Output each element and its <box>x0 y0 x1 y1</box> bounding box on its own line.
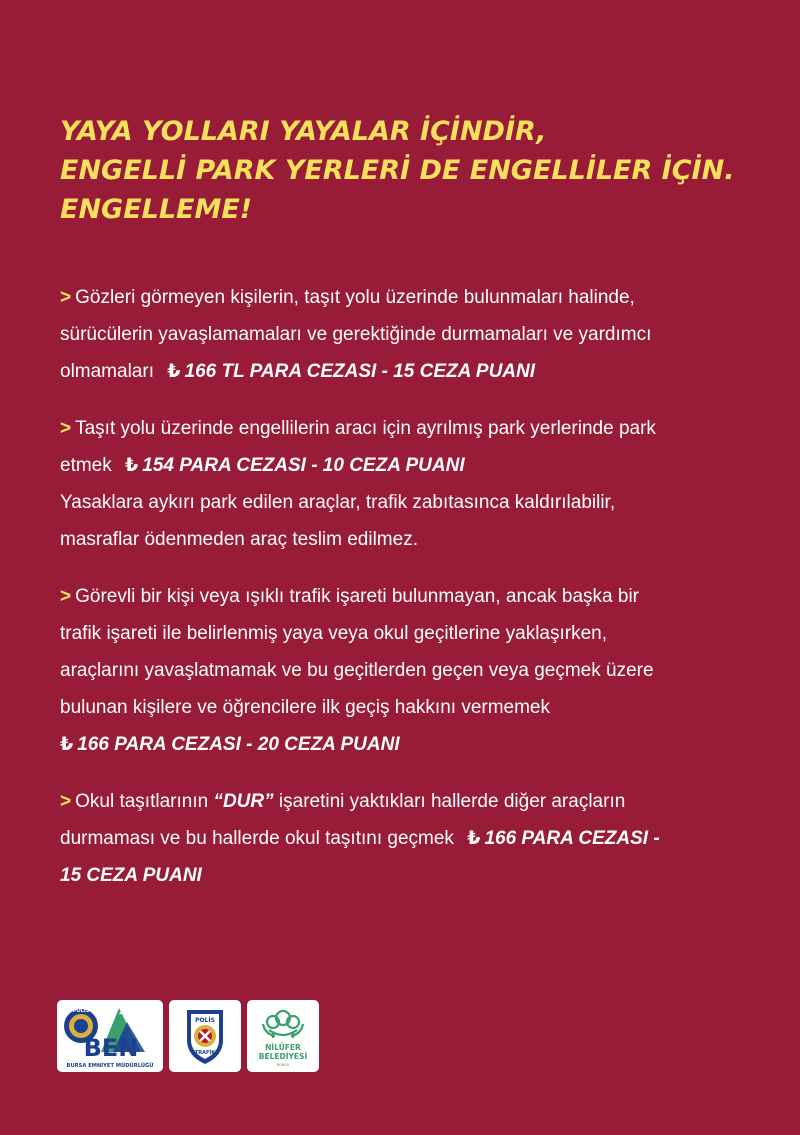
p1-line-1: Gözleri görmeyen kişilerin, taşıt yolu üzerinde bulunmaları halinde, <box>75 287 635 308</box>
p1-line-2: sürücülerin yavaşlamamaları ve gerektiğinde durmamaları ve yardımcı <box>60 324 652 345</box>
headline-line-1: YAYA YOLLARI YAYALAR İÇİNDİR, <box>60 116 547 147</box>
logo-row <box>57 1000 319 1072</box>
p4-line-2: durmaması ve bu hallerde okul taşıtını geçmek <box>60 828 454 849</box>
lira-icon: ₺ <box>125 455 139 476</box>
lira-icon: ₺ <box>60 734 74 755</box>
p4-dur-quote: “DUR” <box>213 791 274 812</box>
ben-logo-icon <box>57 1000 163 1072</box>
nilufer-line-2: BELEDİYESİ <box>258 1052 308 1061</box>
nilufer-line-3: BURSA <box>276 1063 290 1067</box>
lira-icon: ₺ <box>167 361 181 382</box>
p2-fine: 154 PARA CEZASI - 10 CEZA PUANI <box>142 455 465 476</box>
police-badge-icon <box>169 1000 241 1072</box>
p3-fine: 166 PARA CEZASI - 20 CEZA PUANI <box>77 734 400 755</box>
polis-trafik-logo <box>169 1000 241 1072</box>
arrow-icon: > <box>60 791 72 812</box>
p1-line-3: olmamaları <box>60 361 154 382</box>
p4-line-1-pre: Okul taşıtlarının <box>75 791 209 812</box>
p2-line-4: masraflar ödenmeden araç teslim edilmez. <box>60 529 418 550</box>
paragraph-disabled-parking <box>60 410 750 558</box>
ben-badge-text: POLİS <box>72 1008 90 1014</box>
lotus-icon <box>247 1000 319 1072</box>
p4-fine-part-1: 166 PARA CEZASI - <box>484 828 660 849</box>
ben-caption: BURSA EMNİYET MÜDÜRLÜĞÜ <box>66 1063 154 1069</box>
arrow-icon: > <box>60 287 72 308</box>
nilufer-line-1: NİLÜFER <box>265 1043 301 1052</box>
ben-big-text: BEN <box>83 1034 139 1062</box>
paragraph-crossing <box>60 578 750 763</box>
content <box>60 279 750 914</box>
p3-line-2: trafik işareti ile belirlenmiş yaya veya okul geçitlerine yaklaşırken, <box>60 623 608 644</box>
p3-line-3: araçlarını yavaşlatmamak ve bu geçitlerden geçen veya geçmek üzere <box>60 660 654 681</box>
bursa-emniyet-logo <box>57 1000 163 1072</box>
p2-line-2: etmek <box>60 455 112 476</box>
paragraph-school-bus <box>60 783 750 894</box>
p1-fine: 166 TL PARA CEZASI - 15 CEZA PUANI <box>184 361 536 382</box>
headline-line-2: ENGELLİ PARK YERLERİ DE ENGELLİLER İÇİN. <box>60 155 735 186</box>
p4-line-1-post: işaretini yaktıkları hallerde diğer araçların <box>278 791 626 812</box>
p4-fine-part-2: 15 CEZA PUANI <box>60 865 202 886</box>
headline <box>60 112 760 229</box>
headline-line-3: ENGELLEME! <box>60 194 253 225</box>
lira-icon: ₺ <box>467 828 481 849</box>
p2-line-1: Taşıt yolu üzerinde engellilerin aracı için ayrılmış park yerlerinde park <box>75 418 656 439</box>
arrow-icon: > <box>60 586 72 607</box>
p3-line-4: bulunan kişilere ve öğrencilere ilk geçiş hakkını vermemek <box>60 697 551 718</box>
p2-line-3: Yasaklara aykırı park edilen araçlar, trafik zabıtasınca kaldırılabilir, <box>60 492 616 513</box>
polis-top-text: POLİS <box>195 1017 215 1024</box>
paragraph-pedestrian-blind <box>60 279 750 390</box>
polis-bottom-text: TRAFİK <box>194 1050 216 1056</box>
arrow-icon: > <box>60 418 72 439</box>
p3-line-1: Görevli bir kişi veya ışıklı trafik işareti bulunmayan, ancak başka bir <box>75 586 639 607</box>
nilufer-belediyesi-logo <box>247 1000 319 1072</box>
